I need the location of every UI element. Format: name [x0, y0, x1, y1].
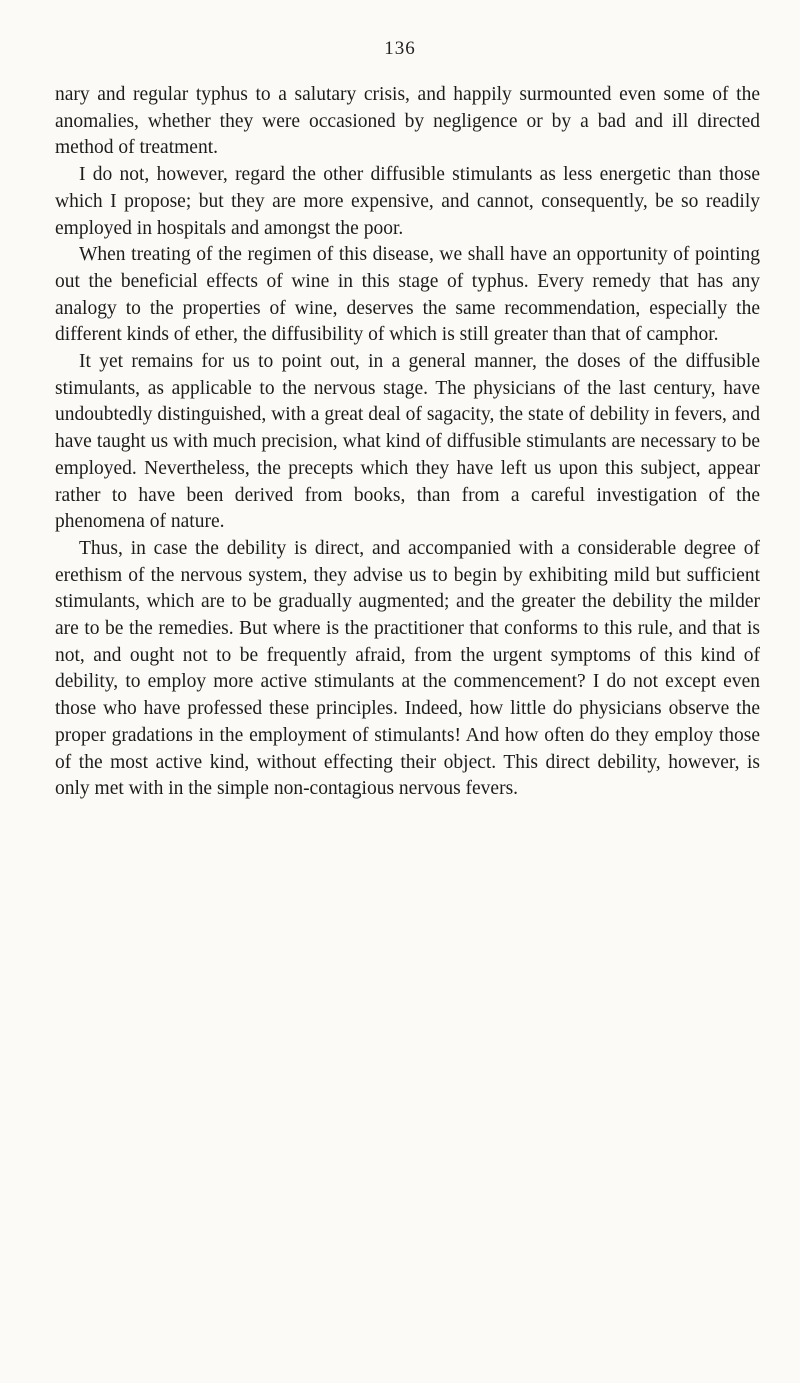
paragraph-1: nary and regular typhus to a salutary crisis, and happily surmounted even some of the anomalies, whether they were occasioned by negligence or by a bad and ill directed method of treatment. — [55, 84, 760, 159]
paragraph-4: It yet remains for us to point out, in a general manner, the doses of the diffusible stimulants, as applicable to the nervous stage. The physicians of the last century, have undoubtedly distinguished, with a great deal of sagacity, the state of debility in fevers, and have taught us with much precision, what kind of diffusible stimulants are necessary to be employed. Nevertheless, the precepts which they have left us upon this subject, appear rather to have been derived from books, than from a careful investigation of the phenomena of nature. — [55, 351, 760, 533]
page-number: 136 — [384, 38, 416, 59]
paragraph-3: When treating of the regimen of this disease, we shall have an opportunity of pointing out the beneficial effects of wine in this stage of typhus. Every remedy that has any analogy to the properties of wine, deserves the same recommendation, especially the different kinds of ether, the diffusibility of which is still greater than that of camphor. — [55, 244, 760, 346]
paragraph-5: Thus, in case the debility is direct, and accompanied with a considerable degree of erethism of the nervous system, they advise us to begin by exhibiting mild but sufficient stimulants, which are to be gradually augmented; and the greater the debility the milder are to be the remedies. But where is the practitioner that conforms to this rule, and that is not, and ought not to be frequently afraid, from the urgent symptoms of this kind of debility, to employ more active stimulants at the commencement? I do not except even those who have professed these principles. Indeed, how little do physicians observe the proper gradations in the employment of stimulants! And how often do they employ those of the most active kind, without effecting their object. This direct debility, however, is only met with in the simple non-contagious nervous fevers. — [55, 537, 760, 800]
body-text — [55, 82, 760, 803]
paragraph-2: I do not, however, regard the other diffusible stimulants as less energetic than those which I propose; but they are more expensive, and cannot, consequently, be so readily employed in hospitals and amongst the poor. — [55, 164, 760, 239]
